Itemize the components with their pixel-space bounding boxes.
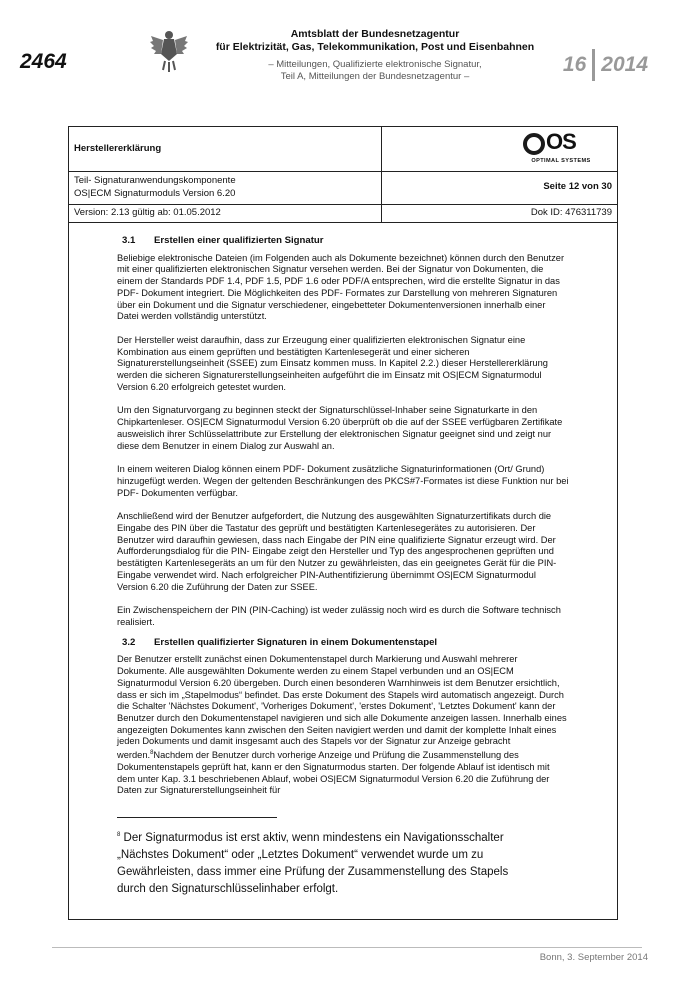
component-line1: Teil- Signaturanwendungskomponente xyxy=(74,175,236,186)
section-title: Erstellen qualifizierter Signaturen in einem Dokumentenstapel xyxy=(154,636,438,648)
column-divider xyxy=(381,127,382,171)
masthead-title-line2: für Elektrizität, Gas, Telekommunikation, Post und Eisenbahnen xyxy=(215,40,535,53)
page-info: Seite 12 von 30 xyxy=(543,181,612,192)
footnote-reference[interactable]: 8 xyxy=(150,750,154,757)
footnote-separator xyxy=(117,817,277,818)
doc-id: Dok ID: 476311739 xyxy=(530,207,612,218)
masthead-subtitle-line2: Teil A, Mitteilungen der Bundesnetzagentur – xyxy=(280,70,470,82)
paragraph: Anschließend wird der Benutzer aufgefordert, die Nutzung des ausgewählten Signaturzertifikats durch die Eingabe des PIN über die Tastatur des geprüft und bestätigten Kartenlesegerätes zu autorisieren. Der Benutzer wird daraufhin gewiesen, dass nach Eingabe der PIN eine qualifizierte Signatur erzeugt wird. Der Aufforderungsdialog für die PIN- Eingabe zeigt den Hersteller und Typ des angesprochenen geprüften und bestätigten Kartenlesegeräts an um für den Nutzer zu gewährleisten, das ein geeignetes Gerät für die PIN- Eingabe verwendet wird. Nach erfolgreicher PIN-Authentifizierung übernimmt OS|ECM Signaturmodul Version 6.20 die Zuführung der Daten zur SSEE. xyxy=(117,511,557,592)
footer-rule xyxy=(52,947,642,948)
footnote-text: Der Signaturmodus ist erst aktiv, wenn mindestens ein Navigationsschalter „Nächstes Dokument“ oder „Letztes Dokument“ verwendet wurde um zu Gewährleisten, dass immer eine Prüfung der Zusammenstellung des Stapels durch den Signaturschlüsselinhaber erfolgt. xyxy=(117,831,509,895)
doc-header-row-version xyxy=(69,204,617,223)
optimal-systems-logo xyxy=(521,129,601,168)
logo-ring-icon xyxy=(523,133,545,155)
issue-number: 16 xyxy=(562,53,587,76)
paragraph: Ein Zwischenspeichern der PIN (PIN-Caching) ist weder zulässig noch wird es durch die Software technisch realisiert. xyxy=(117,605,561,627)
section-title: Erstellen einer qualifizierten Signatur xyxy=(154,235,324,246)
paragraph-text: Der Benutzer erstellt zunächst einen Dokumentenstapel durch Markierung und Auswahl mehrerer Dokumente. Alle ausgewählten Dokumente werden zu einem Stapel verbunden und an OS|ECM Signaturmodul Version 6.20 übergeben. Durch einen besonderen Warnhinweis ist dem Benutzer ersichtlich, dass er sich im „Stapelmodus“ befindet. Das erste Dokument des Stapels wird automatisch angezeigt. Durch die Schalter 'Nächstes Dokument', 'Vorheriges Dokument', 'erstes Dokument', 'Letztes Dokument' kann der Benutzer durch den Dokumentenstapel navigieren und sich alle Dokumente anzeigen lassen. Innerhalb eines angezeigten Dokumentes kann zwischen den Seiten navigiert werden und damit der komplette Inhalt eines jeden Dokuments und damit insgesamt auch des Stapels vor der Signatur zur Anzeige gebracht werden. xyxy=(117,654,567,761)
section-heading xyxy=(122,235,569,247)
logo-wordmark: OS xyxy=(546,129,576,154)
issue-year: 2014 xyxy=(601,53,648,76)
masthead-subtitle: – Mitteilungen, Qualifizierte elektronische Signatur, xyxy=(268,59,482,70)
version-info: Version: 2.13 gültig ab: 01.05.2012 xyxy=(74,207,221,218)
body-text xyxy=(117,235,569,809)
column-divider xyxy=(381,171,382,204)
section-number: 3.1 xyxy=(122,235,136,246)
issue-divider xyxy=(592,49,595,81)
doc-title: Herstellererklärung xyxy=(74,143,162,154)
masthead-title: Amtsblatt der Bundesnetzagentur xyxy=(290,28,460,40)
component-line2: OS|ECM Signaturmoduls Version 6.20 xyxy=(74,188,236,199)
footnote-number: 8 xyxy=(117,832,121,838)
federal-eagle-icon xyxy=(148,28,190,74)
paragraph: In einem weiteren Dialog können einem PDF- Dokument zusätzliche Signaturinformationen (Ort/ Grund) hinzugefügt werden. Wegen der geltenden Beschränkungen des PKCS#7-Formates ist diese Funktion nur bei PDF- Dokumenten verfügbar. xyxy=(117,464,569,498)
paragraph: Um den Signaturvorgang zu beginnen steckt der Signaturschlüssel-Inhaber seine Signaturkarte in den Chipkartenleser. OS|ECM Signaturmodul Version 6.20 überprüft ob die auf der SSEE verfügbaren Zertifikate ausweislich ihrer Schlüsselattribute zur Erstellung der elektronischen Signatur geeignet sind und zeigt nur diese dem Benutzer in einem Dialog zur Auswahl an. xyxy=(117,405,563,451)
page-number: 2464 xyxy=(20,50,67,73)
document-frame xyxy=(68,126,618,920)
paragraph-text: Nachdem der Benutzer durch vorherige Anzeige und Prüfung die Zusammenstellung des Dokumentenstapels geprüft hat, kann er den Signaturmodus starten. Der folgende Ablauf ist identisch mit dem unter Kap. 3.1 beschriebenen Ablauf, wobei OS|ECM Signaturmodul Version 6.20 die Zuführung der Daten zur Signaturerstellungseinheit für xyxy=(117,750,550,796)
column-divider xyxy=(381,204,382,222)
paragraph xyxy=(117,654,569,797)
paragraph: Beliebige elektronische Dateien (im Folgenden auch als Dokumente bezeichnet) können durch den Benutzer mit einer qualifizierten elektronischen Signatur versehen werden. Bei der Signatur von Dokumenten, die einem der Standards PDF 1.4, PDF 1.5, PDF 1.6 oder PDF/A entsprechen, wird die erstellte Signatur in das PDF- Dokument integriert. Die Möglichkeiten des PDF- Formates zur Darstellung von mehreren Signaturen über ein Dokument und die Signatur verschiedener, eingebetteter Dokumentenversionen innerhalb einer Datei werden vollständig unterstützt. xyxy=(117,252,565,322)
logo-company-name: OPTIMAL SYSTEMS xyxy=(531,158,591,164)
doc-header-row-component xyxy=(69,171,617,205)
doc-header-row-title xyxy=(69,127,617,172)
issue-label xyxy=(563,49,648,81)
footer-place-date: Bonn, 3. September 2014 xyxy=(539,952,648,963)
section-number: 3.2 xyxy=(122,636,136,648)
masthead xyxy=(190,28,560,82)
section-heading xyxy=(122,637,569,649)
footnote xyxy=(117,827,537,898)
paragraph: Der Hersteller weist daraufhin, dass zur Erzeugung einer qualifizierten elektronischen Signatur eine Kombination aus einem geprüften und bestätigten Kartenlesegerät und einer sicheren Signaturerstellungseinheit (SSEE) zum Einsatz kommen muss. In Kapitel 2.2.) dieser Herstellererklärung werden die sicheren Signaturerstellungseinheiten aufgeführt die im Einsatz mit OS|ECM Signaturmodul Version 6.20 erfolgreich getestet wurden. xyxy=(117,334,548,392)
